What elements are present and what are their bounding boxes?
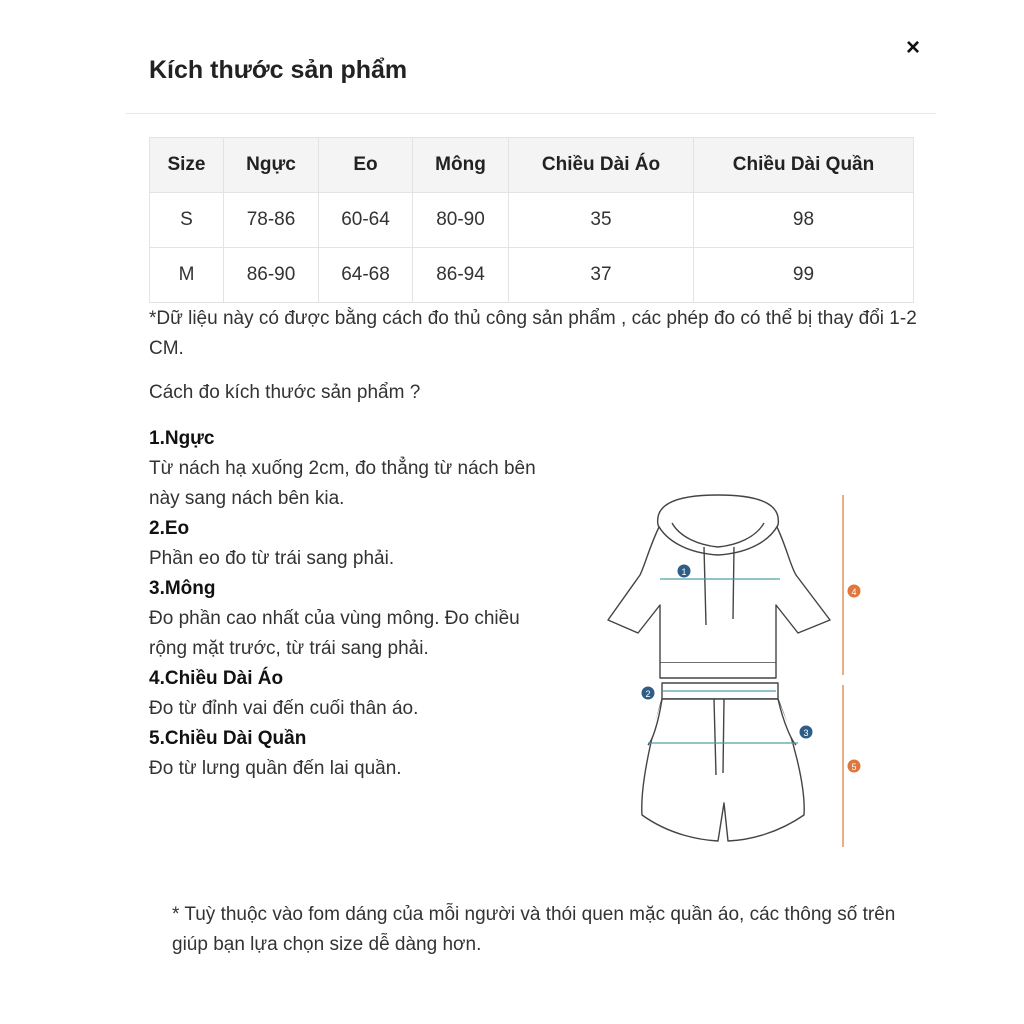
size-table (149, 137, 914, 303)
header-chest: Ngực (224, 138, 319, 193)
table-cell: 35 (509, 193, 694, 248)
marker-3-label: 3 (803, 728, 809, 738)
guide-text-hip: Đo phần cao nhất của vùng mông. Đo chiều rộng mặt trước, từ trái sang phải. (149, 608, 520, 659)
shorts-illustration (642, 683, 804, 841)
table-cell: 98 (694, 193, 914, 248)
guide-heading-pants-length: 5.Chiều Dài Quần (149, 728, 307, 749)
table-cell: 99 (694, 248, 914, 303)
guide-text-waist: Phần eo đo từ trái sang phải. (149, 548, 395, 569)
table-cell: 78-86 (224, 193, 319, 248)
table-cell: 86-94 (413, 248, 509, 303)
table-cell: 64-68 (319, 248, 413, 303)
hoodie-illustration (608, 495, 830, 678)
table-cell: M (150, 248, 224, 303)
marker-1 (678, 565, 691, 578)
guide-text-chest: Từ nách hạ xuống 2cm, đo thẳng từ nách bên này sang nách bên kia. (149, 458, 536, 509)
marker-4 (848, 585, 861, 598)
marker-2 (642, 687, 655, 700)
marker-5-label: 5 (851, 762, 857, 772)
header-size: Size (150, 138, 224, 193)
table-cell: 60-64 (319, 193, 413, 248)
table-cell: 80-90 (413, 193, 509, 248)
how-to-measure-heading: Cách đo kích thước sản phẩm ? (149, 382, 421, 403)
guide-heading-shirt-length: 4.Chiều Dài Áo (149, 668, 284, 689)
marker-2-label: 2 (645, 689, 651, 699)
guide-heading-hip: 3.Mông (149, 578, 216, 599)
header-waist: Eo (319, 138, 413, 193)
table-row (150, 248, 914, 303)
header-shirt-length: Chiều Dài Áo (509, 138, 694, 193)
measurement-diagram (600, 485, 870, 855)
table-cell: 37 (509, 248, 694, 303)
measurement-note: *Dữ liệu này có được bằng cách đo thủ công sản phẩm , các phép đo có thể bị thay đổi 1-2 CM. (149, 308, 917, 359)
marker-4-label: 4 (851, 587, 857, 597)
header-hip: Mông (413, 138, 509, 193)
table-cell: 86-90 (224, 248, 319, 303)
table-header-row (150, 138, 914, 193)
measurement-guide (149, 424, 539, 784)
header-pants-length: Chiều Dài Quần (694, 138, 914, 193)
guide-text-shirt-length: Đo từ đỉnh vai đến cuối thân áo. (149, 698, 419, 719)
close-icon[interactable]: × (905, 34, 920, 61)
modal-title: Kích thước sản phẩm (149, 56, 408, 84)
guide-text-pants-length: Đo từ lưng quần đến lai quần. (149, 758, 402, 779)
table-cell: S (150, 193, 224, 248)
guide-heading-waist: 2.Eo (149, 518, 190, 539)
table-row (150, 193, 914, 248)
header-divider (126, 113, 936, 114)
guide-heading-chest: 1.Ngực (149, 428, 215, 449)
marker-5 (848, 760, 861, 773)
marker-1-label: 1 (681, 567, 687, 577)
footer-note: * Tuỳ thuộc vào fom dáng của mỗi người và thói quen mặc quần áo, các thông số trên giúp bạn lựa chọn size dễ dàng hơn. (172, 904, 896, 955)
marker-3 (800, 726, 813, 739)
